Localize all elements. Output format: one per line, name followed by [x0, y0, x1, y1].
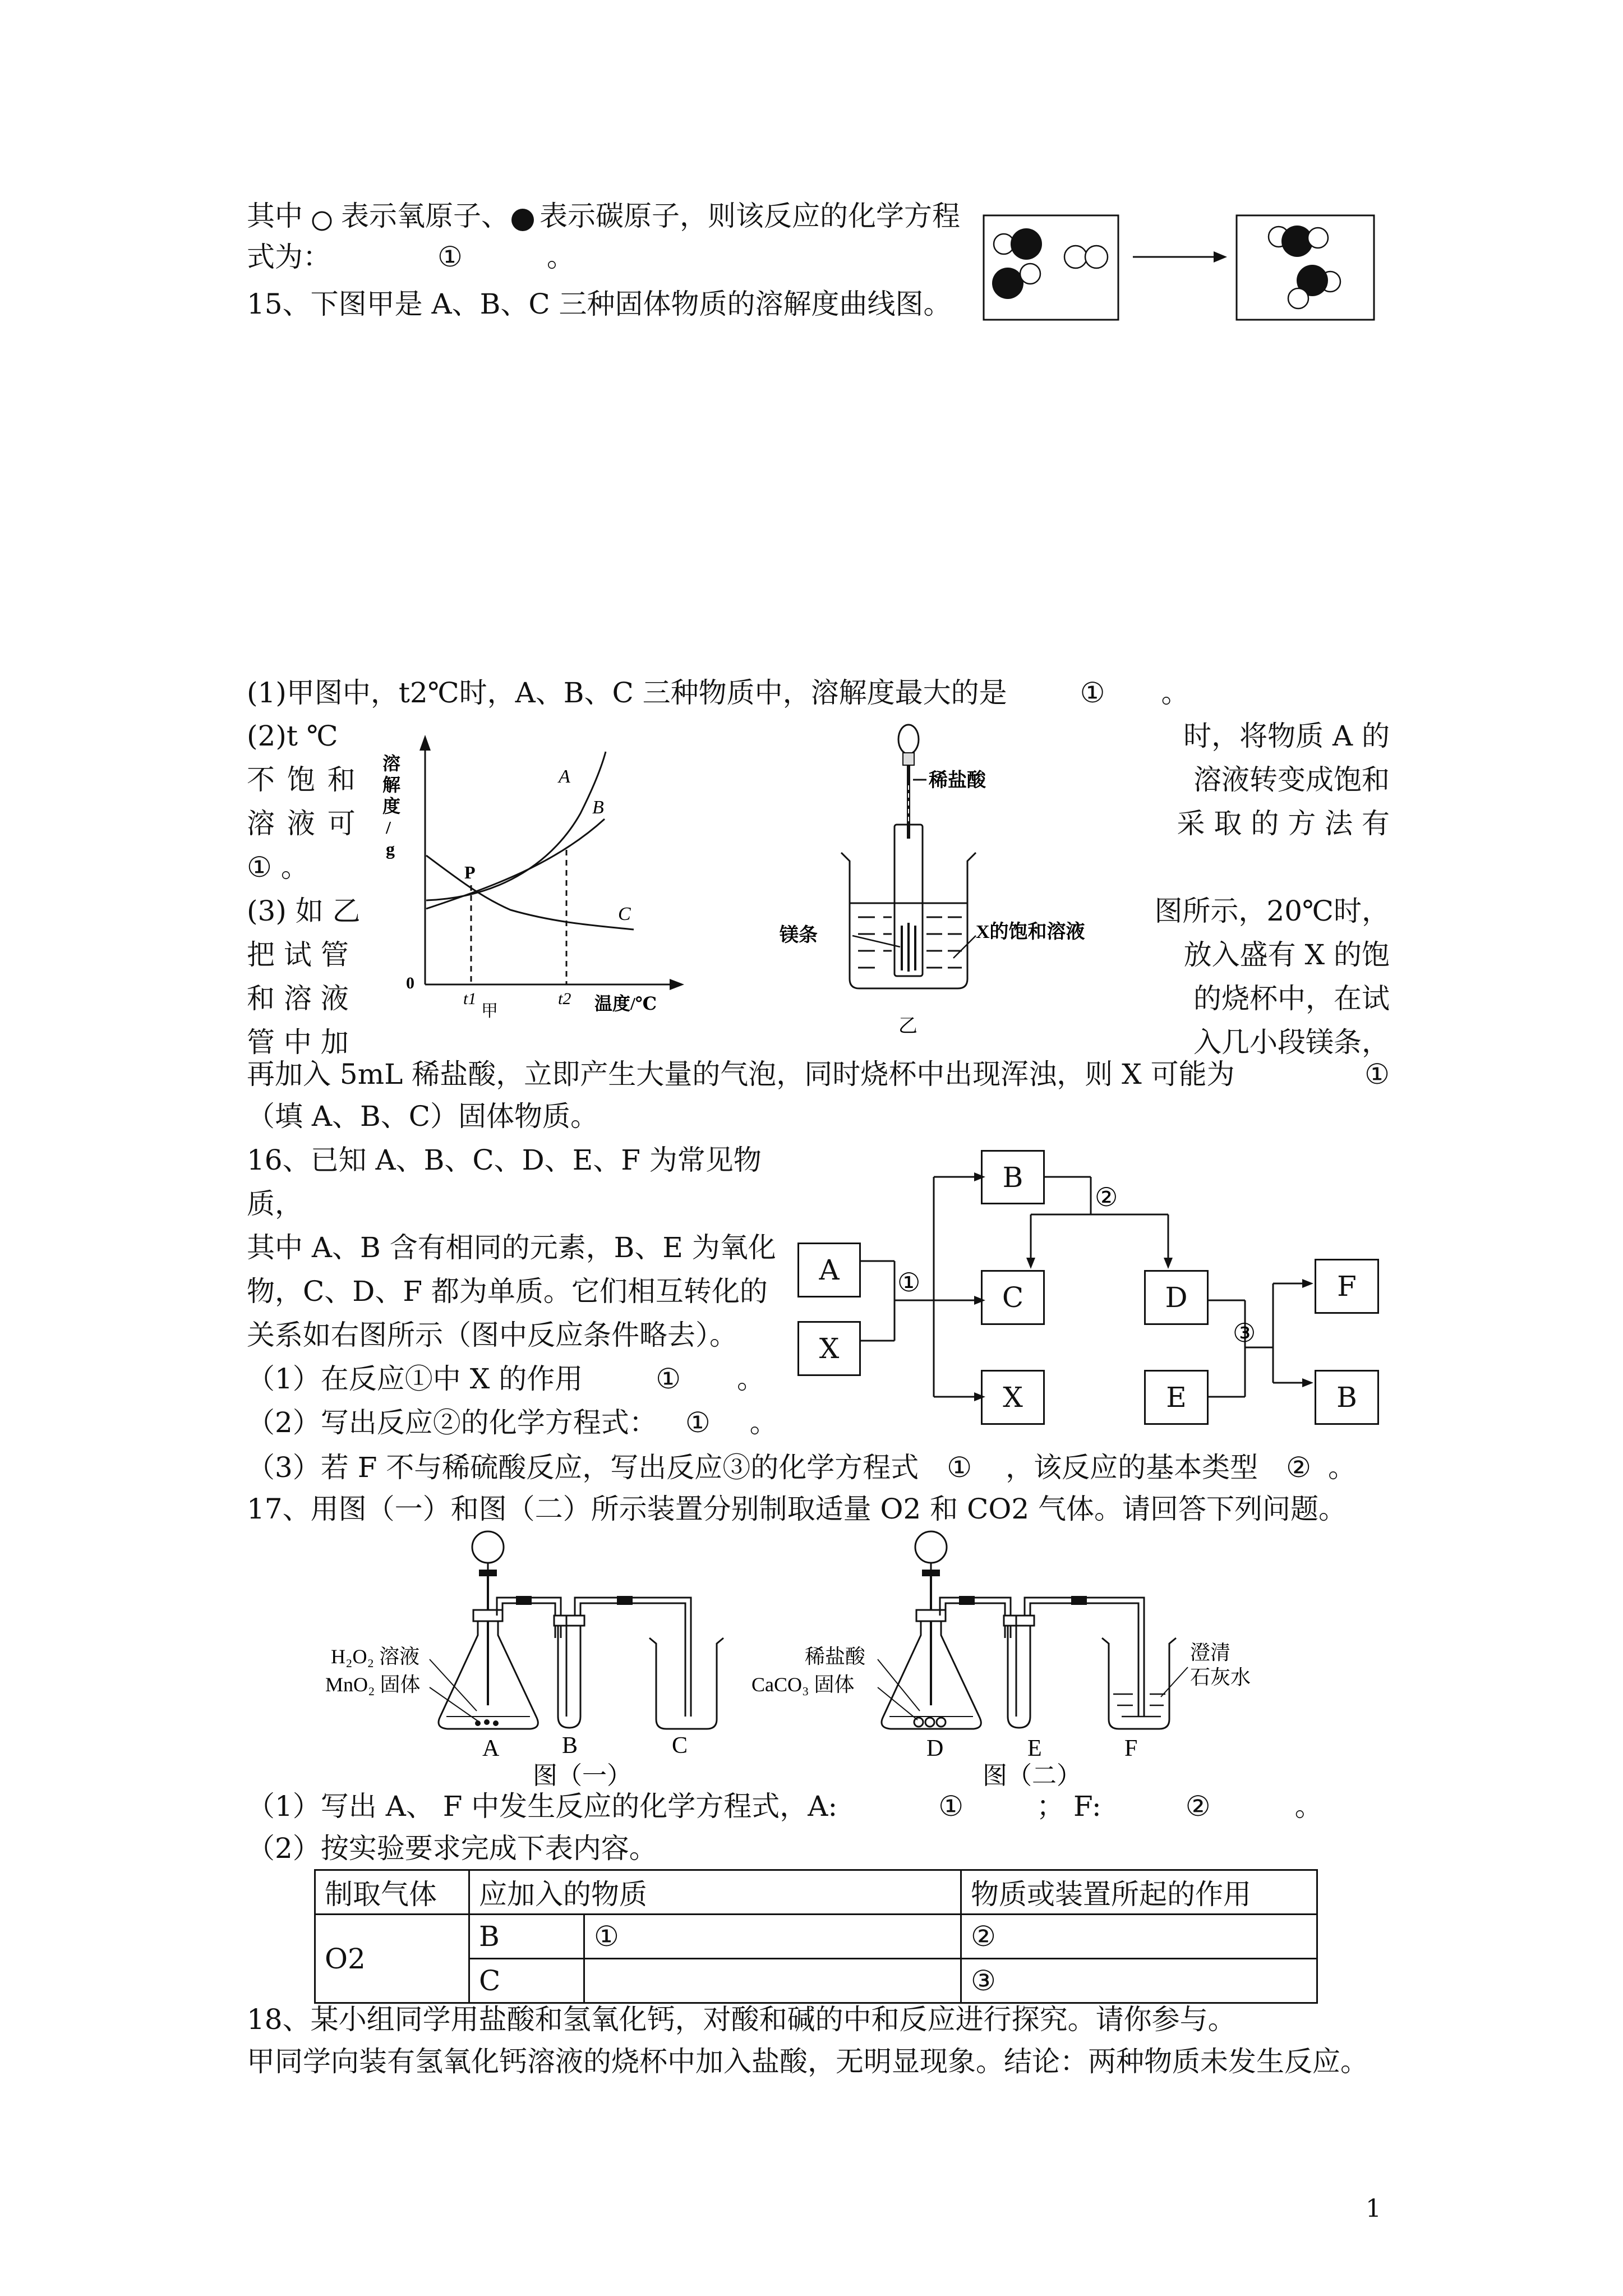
q15-right-line: 放入盛有 X 的饱 [1183, 938, 1390, 971]
cell-device-c: C [469, 1959, 584, 2003]
caco3-solid [914, 1718, 946, 1727]
fig1-caption: 图（一） [533, 1762, 631, 1789]
q15-part3-blank[interactable]: ① [1364, 1058, 1390, 1091]
reaction-1-label: ① [897, 1268, 921, 1297]
funnel-bulb [472, 1531, 504, 1563]
node-c: C [981, 1270, 1045, 1325]
solubility-graph [370, 729, 684, 1021]
delivery-tube-2 [575, 1598, 691, 1717]
mg-label: 镁条 [780, 925, 818, 946]
q15-right-line: 图所示，20℃时， [1154, 895, 1390, 927]
fig2-caption: 图（二） [983, 1762, 1081, 1789]
product-oxygen-atom [1308, 228, 1328, 248]
graph-y-axis-arrow [419, 735, 431, 751]
q17-q1-blank2[interactable]: ② [1185, 1790, 1211, 1823]
q15-left-line: (3) 如 乙 [247, 895, 361, 927]
q16-line: 物，C、D、F 都为单质。它们相互转化的 [247, 1275, 768, 1308]
node-d: D [1144, 1270, 1209, 1325]
q15-left-line: 不 饱 和 [247, 763, 356, 796]
node-e: E [1144, 1370, 1209, 1425]
graph-point-label: P [464, 862, 476, 882]
q15-left-line: ① 。 [247, 851, 309, 884]
cell-substance-b[interactable]: ① [584, 1915, 961, 1959]
funnel-bulb [915, 1531, 947, 1563]
q16-line-q1 [247, 1362, 765, 1396]
q16-line: 其中 A、B 含有相同的元素，B、E 为氧化 [247, 1231, 776, 1264]
mg-reaction-apparatus [780, 724, 1172, 1049]
fig2-label-caco3: CaCO₃ 固体 [751, 1673, 855, 1696]
graph-ylabel-char: / [386, 817, 391, 838]
graph-t1-label: t1 [463, 990, 477, 1008]
q15-part1 [247, 676, 1189, 710]
q15-right-column [1154, 719, 1390, 1078]
q15-part1-end: 。 [1161, 677, 1189, 709]
graph-t2-label: t2 [558, 990, 571, 1008]
q15-right-line: 溶液转变成饱和 [1193, 763, 1390, 796]
solution-label-leader [953, 936, 976, 958]
q16-q2-blank[interactable]: ① [685, 1406, 711, 1439]
graph-ylabel-char: g [386, 839, 395, 859]
figure-2-apparatus [751, 1526, 1256, 1789]
fig2-label-acid: 稀盐酸 [805, 1645, 866, 1668]
q18-line2: 甲同学向装有氢氧化钙溶液的烧杯中加入盐酸，无明显现象。结论：两种物质未发生反应。 [247, 2045, 1368, 2078]
funnel-stopcock [479, 1570, 497, 1576]
graph-xlabel: 温度/℃ [594, 993, 657, 1014]
q14-line1 [247, 199, 960, 233]
fig2-label-f: F [1124, 1736, 1138, 1761]
q16-q3-end: 。 [1327, 1451, 1356, 1484]
q14-line2 [247, 240, 575, 274]
q16-q2-text: （2）写出反应②的化学方程式： [247, 1406, 657, 1439]
fig1-label-h2o2: H₂O₂ 溶液 [331, 1645, 420, 1668]
header-gas: 制取气体 [315, 1870, 469, 1915]
q15-title: 15、下图甲是 A、B、C 三种固体物质的溶解度曲线图。 [247, 288, 952, 320]
graph-origin-label: 0 [406, 974, 414, 992]
q16-q3-blank1[interactable]: ① [947, 1451, 972, 1484]
q17-table [314, 1869, 1318, 2004]
node-x-output: X [981, 1370, 1045, 1425]
q16-q1-text: （1）在反应①中 X 的作用 [247, 1363, 583, 1395]
q16-line: 关系如右图所示（图中反应条件略去）。 [247, 1319, 737, 1351]
reactant-oxygen-atom [1064, 246, 1087, 268]
q14-line1-b: 表示氧原子、 [341, 200, 509, 232]
q14-line1-a: 其中 [247, 200, 303, 232]
q16-flow-diagram [796, 1139, 1396, 1430]
node-x-input: X [797, 1321, 861, 1376]
q15-left-line: 把 试 管 [247, 938, 349, 971]
curve-c-label: C [618, 904, 631, 924]
graph-ylabel-char: 度 [382, 796, 401, 816]
q15-part1-text: (1)甲图中，t2℃时，A、B、C 三种物质中，溶解度最大的是 [247, 677, 1007, 709]
curve-b-label: B [592, 797, 604, 818]
q15-part3-line [247, 1057, 1390, 1091]
q16-line: 16、已知 A、B、C、D、E、F 为常见物 [247, 1144, 762, 1176]
dropper-neck [903, 753, 914, 765]
cell-device-b: B [469, 1915, 584, 1959]
fig2-label-limewater1: 澄清 [1190, 1641, 1231, 1664]
fig1-label-mno2: MnO₂ 固体 [325, 1673, 421, 1696]
page-number: 1 [1366, 2194, 1381, 2223]
reactant-oxygen-atom [1085, 246, 1108, 268]
q16-q1-blank[interactable]: ① [656, 1363, 681, 1395]
cell-role-b[interactable]: ② [961, 1915, 1317, 1959]
q16-q3-blank2[interactable]: ② [1286, 1451, 1311, 1484]
header-role: 物质或装置所起的作用 [961, 1870, 1317, 1915]
q14-line2-a: 式为： [247, 241, 331, 273]
acid-label: 稀盐酸 [929, 770, 986, 791]
reaction-3-label: ③ [1233, 1319, 1256, 1347]
curve-a-label: A [559, 766, 570, 787]
table-header-row [315, 1870, 1317, 1915]
fig1-label-a: A [482, 1736, 500, 1761]
fig2-label-d: D [926, 1736, 944, 1761]
flask-d-stopper [916, 1610, 946, 1621]
q18-line1: 18、某小组同学用盐酸和氢氧化钙，对酸和碱的中和反应进行探究。请你参与。 [247, 2003, 1236, 2036]
q15-right-line: 时，将物质 A 的 [1183, 720, 1390, 752]
q14-line2-end: 。 [546, 241, 575, 273]
figure-1-apparatus [320, 1526, 746, 1789]
q17-q1-blank1[interactable]: ① [938, 1790, 964, 1823]
q17-q1-line [247, 1789, 1323, 1823]
q15-left-line: 和 溶 液 [247, 982, 349, 1015]
q15-right-line: 采 取 的 方 法 有 [1177, 807, 1390, 840]
q17-q2-line: （2）按实验要求完成下表内容。 [247, 1832, 657, 1865]
q15-part1-blank[interactable]: ① [1080, 677, 1105, 709]
magnesium-strips [902, 923, 915, 972]
q15-left-line: (2)t ℃ [247, 720, 338, 752]
fig2-label-e: E [1027, 1736, 1042, 1761]
node-b: B [981, 1150, 1045, 1204]
cell-substance-c[interactable] [584, 1959, 961, 2003]
fig1-label-b: B [562, 1733, 578, 1759]
node-f: F [1315, 1259, 1379, 1314]
header-substance: 应加入的物质 [469, 1870, 961, 1915]
node-b-output: B [1315, 1370, 1379, 1425]
graph-ylabel-char: 解 [382, 775, 401, 795]
product-oxygen-atom [1288, 288, 1308, 309]
q16-q3-mid: ，该反应的基本类型 [1006, 1451, 1258, 1484]
q14-line1-c: 表示碳原子，则该反应的化学方程 [540, 200, 960, 232]
curve-c [426, 855, 634, 930]
q14-blank[interactable]: ① [437, 241, 463, 273]
beaker-c [649, 1638, 723, 1729]
reaction-2-label: ② [1095, 1183, 1118, 1212]
mno2-solid [475, 1719, 499, 1726]
q16-line: 质， [247, 1188, 303, 1220]
flow-connectors [796, 1139, 1396, 1430]
q15-left-line: 管 中 加 [247, 1026, 349, 1059]
q16-line-q2 [247, 1406, 778, 1439]
cell-role-c[interactable]: ③ [961, 1959, 1317, 2003]
graph-caption: 甲 [481, 1002, 498, 1020]
q17-q1-end: 。 [1294, 1790, 1323, 1823]
graph-ylabel-char: 溶 [382, 753, 401, 774]
solution-label: X的饱和溶液 [976, 922, 1085, 942]
molecule-reaction-diagram [981, 213, 1385, 325]
q16-q1-end: 。 [737, 1363, 766, 1395]
fig1-label-c: C [672, 1733, 688, 1759]
carbon-atom-icon [509, 204, 537, 232]
q16-line-q3 [247, 1451, 1356, 1484]
curve-b [426, 819, 605, 909]
dropper-bulb [898, 725, 919, 754]
q15-part3-text: 再加入 5mL 稀盐酸，立即产生大量的气泡，同时烧杯中出现浑浊，则 X 可能为 [247, 1058, 1235, 1091]
apparatus-caption: 乙 [898, 1016, 917, 1037]
flask-a-stopper [473, 1610, 502, 1621]
q15-right-line: 的烧杯中，在试 [1193, 982, 1390, 1015]
beaker-liquid-dashes [858, 917, 962, 968]
q16-q2-end: 。 [749, 1406, 778, 1439]
q15-right-line: 入几小段镁条， [1193, 1026, 1390, 1059]
cell-gas: O2 [315, 1915, 469, 2003]
fig2-label-limewater2: 石灰水 [1190, 1666, 1251, 1688]
q17-title: 17、用图（一）和图（二）所示装置分别制取适量 O2 和 CO2 气体。请回答下列问题。 [247, 1493, 1347, 1525]
graph-x-axis-arrow [670, 979, 684, 990]
mg-label-leader [852, 936, 900, 947]
q16-q3-text: （3）若 F 不与稀硫酸反应，写出反应③的化学方程式 [247, 1451, 919, 1484]
table-row [315, 1915, 1317, 1959]
reactant-carbon-atom [992, 268, 1023, 299]
oxygen-atom-icon [310, 205, 334, 229]
q15-left-line: 溶 液 可 [247, 807, 356, 840]
q15-part3-line2: （填 A、B、C）固体物质。 [247, 1100, 599, 1133]
reactant-oxygen-atom [1020, 264, 1040, 284]
q17-q1-sep: ； F: [1036, 1790, 1101, 1823]
node-a: A [797, 1243, 861, 1297]
curve-a [426, 752, 606, 900]
reactant-carbon-atom [1011, 228, 1042, 260]
q17-q1-text: （1）写出 A、 F 中发生反应的化学方程式，A: [247, 1790, 838, 1823]
reaction-arrow-head [1214, 251, 1227, 263]
funnel-stopcock [922, 1570, 940, 1576]
